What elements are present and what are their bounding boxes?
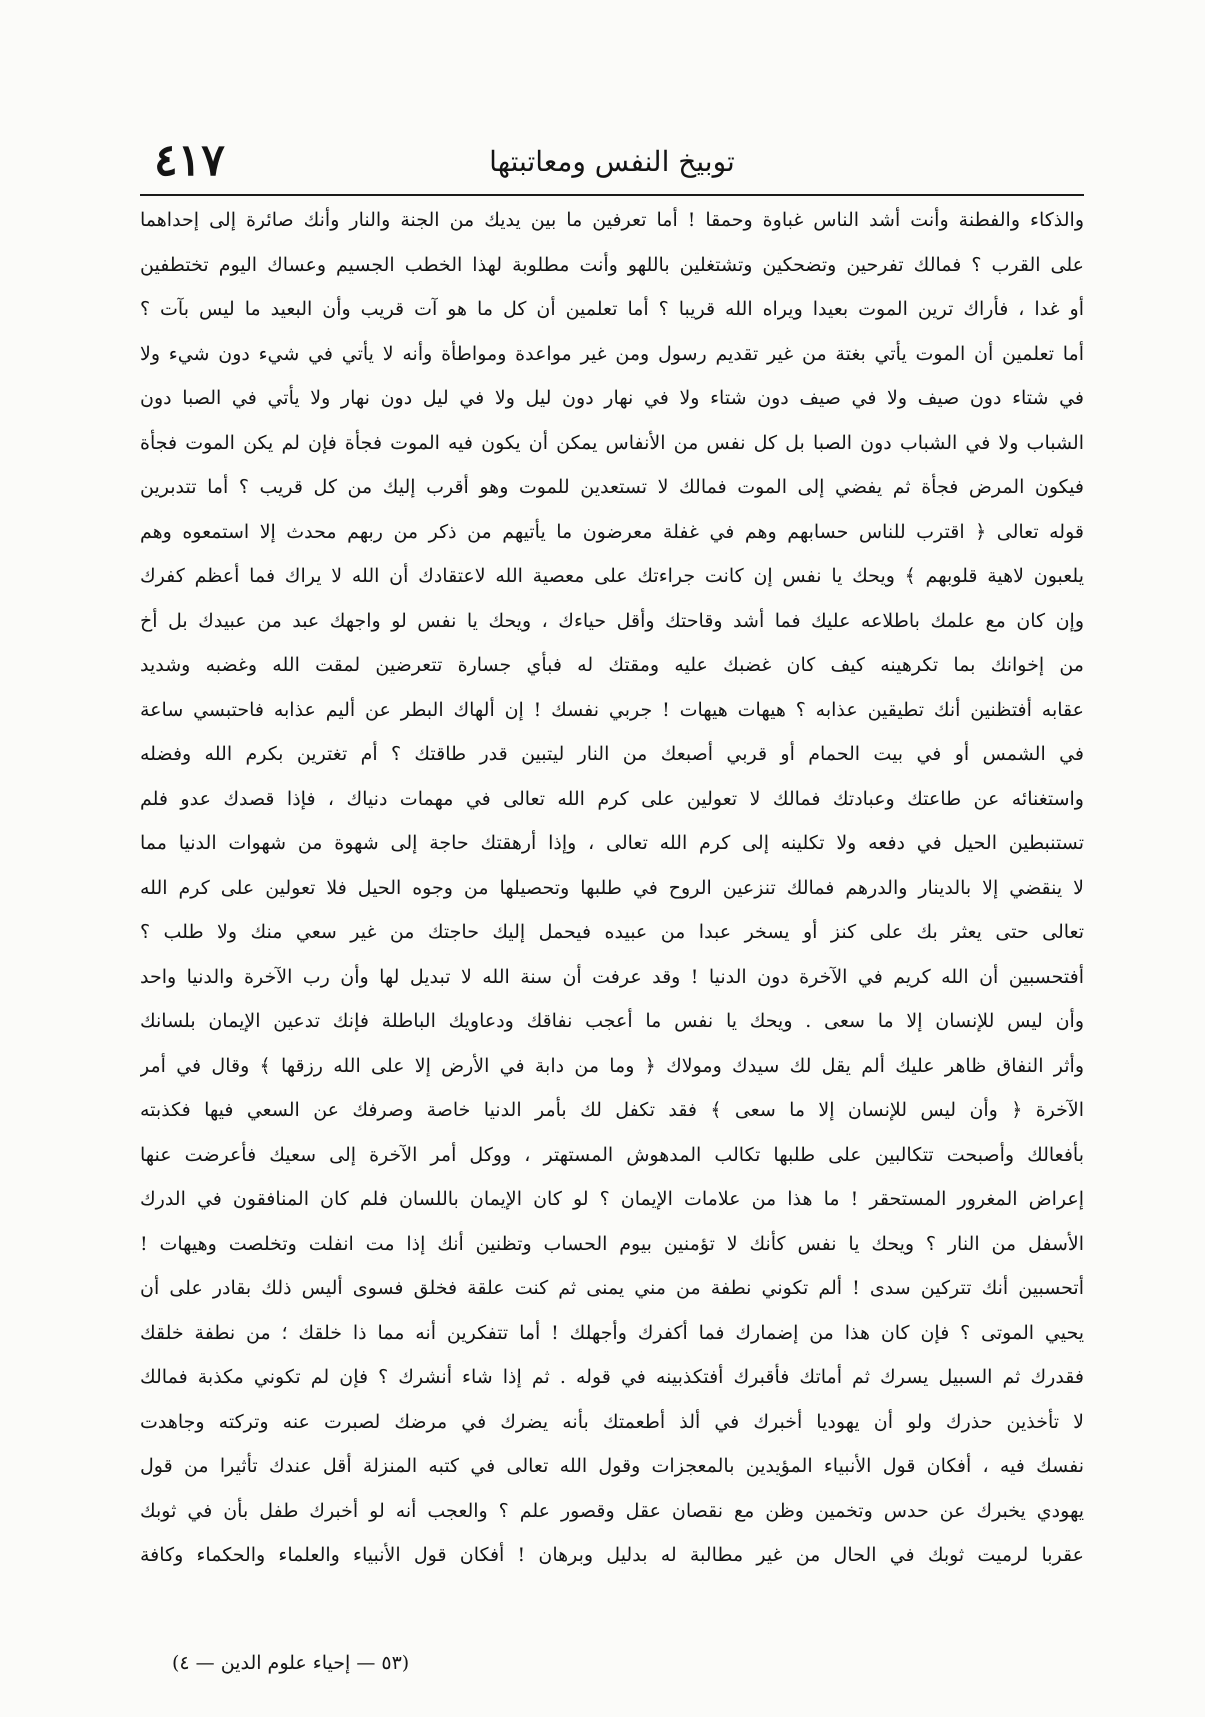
text-line: على القرب ؟ فمالك تفرحين وتضحكين وتشتغلين باللهو وأنت مطلوبة لهذا الخطب الجسيم وعساك اليوم تختطفين xyxy=(140,253,1084,276)
page-header xyxy=(140,134,1084,194)
page-body xyxy=(140,198,1084,1578)
text-line: من إخوانك بما تكرهينه كيف كان غضبك عليه ومقتك له فبأي جسارة تتعرضين لمقت الله وغضبه وشديد xyxy=(140,654,1084,676)
text-line: الآخرة ﴿ وأن ليس للإنسان إلا ما سعى ﴾ فقد تكفل لك بأمر الدنيا خاصة وصرفك عن السعي فيها فكذبته xyxy=(140,1099,1084,1121)
text-line: إعراض المغرور المستحقر ! ما هذا من علامات الإيمان ؟ لو كان الإيمان باللسان فلم كان المنافقون في الدرك xyxy=(140,1188,1084,1210)
running-title: توبيخ النفس ومعاتبتها xyxy=(489,145,735,178)
text-line: عقربا لرميت ثوبك في الحال من غير مطالبة له بدليل وبرهان ! أفكان قول الأنبياء والعلماء والحكماء وكافة xyxy=(140,1544,1084,1566)
text-line: وإن كان مع علمك باطلاعه عليك فما أشد وقاحتك وأقل حياءك ، ويحك يا نفس لو واجهك عبد من عبيدك بل أخ xyxy=(140,609,1084,632)
text-line: تستنبطين الحيل في دفعه ولا تكلينه إلى كرم الله تعالى ، وإذا أرهقتك حاجة إلى شهوة من شهوات الدنيا مما xyxy=(140,832,1084,854)
text-line: في شتاء دون صيف ولا في صيف دون شتاء ولا في نهار دون ليل ولا في ليل دون نهار ولا يأتي في الصبا دون xyxy=(140,387,1084,409)
text-line: نفسك فيه ، أفكان قول الأنبياء المؤيدين بالمعجزات وقول الله تعالى في كتبه المنزلة أقل عندك تأثيرا من قول xyxy=(140,1455,1084,1477)
text-line: وأثر النفاق ظاهر عليك ألم يقل لك سيدك ومولاك ﴿ وما من دابة في الأرض إلا على الله رزقها ﴾ وقال في أمر xyxy=(140,1054,1084,1077)
text-line: عقابه أفتظنين أنك تطيقين عذابه ؟ هيهات هيهات ! جربي نفسك ! إن ألهاك البطر عن أليم عذابه فاحتبسي ساعة xyxy=(140,698,1084,721)
text-line: الشباب ولا في الشباب دون الصبا بل كل نفس من الأنفاس يمكن أن يكون فيه الموت فجأة فإن لم يكن الموت فجأة xyxy=(140,431,1084,454)
text-line: وأن ليس للإنسان إلا ما سعى . ويحك يا نفس ما أعجب نفاقك ودعاويك الباطلة فإنك تدعين الإيمان بلسانك xyxy=(140,1010,1084,1032)
text-line: أما تعلمين أن الموت يأتي بغتة من غير تقديم رسول ومن غير مواعدة ومواطأة وأنه لا يأتي في شيء دون شيء ولا xyxy=(140,342,1084,365)
text-line: تعالى حتى يعثر بك على كنز أو يسخر عبدا من عبيده فيحمل إليك حاجتك من غير سعي منك ولا طلب ؟ xyxy=(140,921,1084,943)
text-line: قوله تعالى ﴿ اقترب للناس حسابهم وهم في غفلة معرضون ما يأتيهم من ذكر من ربهم محدث إلا استمعوه وهم xyxy=(140,520,1084,543)
page-number: ٤١٧ xyxy=(154,135,225,186)
text-line: لا تأخذين حذرك ولو أن يهوديا أخبرك في ألذ أطعمتك بأنه يضرك في مرضك لصبرت عنه وتركته وجاهدت xyxy=(140,1410,1084,1433)
header-rule xyxy=(140,194,1084,196)
text-line: والذكاء والفطنة وأنت أشد الناس غباوة وحمقا ! أما تعرفين ما بين يديك من الجنة والنار وأنك صائرة إلى إحداهما xyxy=(140,209,1084,231)
text-line: فقدرك ثم السبيل يسرك ثم أماتك فأقبرك أفتكذبينه في قوله . ثم إذا شاء أنشرك ؟ فإن لم تكوني مكذبة فمالك xyxy=(140,1366,1084,1388)
text-line: يحيي الموتى ؟ فإن كان هذا من إضمارك فما أكفرك وأجهلك ! أما تتفكرين أنه مما ذا خلقك ؛ من نطفة خلقك xyxy=(140,1321,1084,1344)
text-line: بأفعالك وأصبحت تتكالبين على طلبها تكالب المدهوش المستهتر ، ووكل أمر الآخرة إلى سعيك فأعرضت عنها xyxy=(140,1143,1084,1166)
text-line: في الشمس أو في بيت الحمام أو قربي أصبعك من النار ليتبين قدر طاقتك ؟ أم تغترين بكرم الله وفضله xyxy=(140,743,1084,765)
text-line: واستغنائه عن طاعتك وعبادتك فمالك لا تعولين على كرم الله تعالى في مهمات دنياك ، فإذا قصدك عدو فلم xyxy=(140,787,1084,810)
signature-mark: (٥٣ — إحياء علوم الدين — ٤) xyxy=(172,1652,410,1674)
text-line: أفتحسبين أن الله كريم في الآخرة دون الدنيا ! وقد عرفت أن سنة الله لا تبديل لها وأن رب الآخرة والدنيا واحد xyxy=(140,965,1084,988)
text-line: يهودي يخبرك عن حدس وتخمين وظن مع نقصان عقل وقصور علم ؟ والعجب أنه لو أخبرك طفل بأن في ثوبك xyxy=(140,1499,1084,1522)
text-line: لا ينقضي إلا بالدينار والدرهم فمالك تنزعين الروح في طلبها وتحصيلها من وجوه الحيل فلا تعولين على كرم الله xyxy=(140,876,1084,899)
text-line: أتحسبين أنك تتركين سدى ! ألم تكوني نطفة من مني يمنى ثم كنت علقة فخلق فسوى أليس ذلك بقادر على أن xyxy=(140,1277,1084,1299)
text-line: أو غدا ، فأراك ترين الموت بعيدا ويراه الله قريبا ؟ أما تعلمين أن كل ما هو آت قريب وأن البعيد ما ليس بآت ؟ xyxy=(140,298,1084,320)
text-line: الأسفل من النار ؟ ويحك يا نفس كأنك لا تؤمنين بيوم الحساب وتظنين أنك إذا مت انفلت وتخلصت وهيهات ! xyxy=(140,1232,1084,1255)
text-line: يلعبون لاهية قلوبهم ﴾ ويحك يا نفس إن كانت جراءتك على معصية الله لاعتقادك أن الله لا يراك فما أعظم كفرك xyxy=(140,565,1084,587)
text-line: فيكون المرض فجأة ثم يفضي إلى الموت فمالك لا تستعدين للموت وهو أقرب إليك من كل قريب ؟ أما تتدبرين xyxy=(140,476,1084,498)
